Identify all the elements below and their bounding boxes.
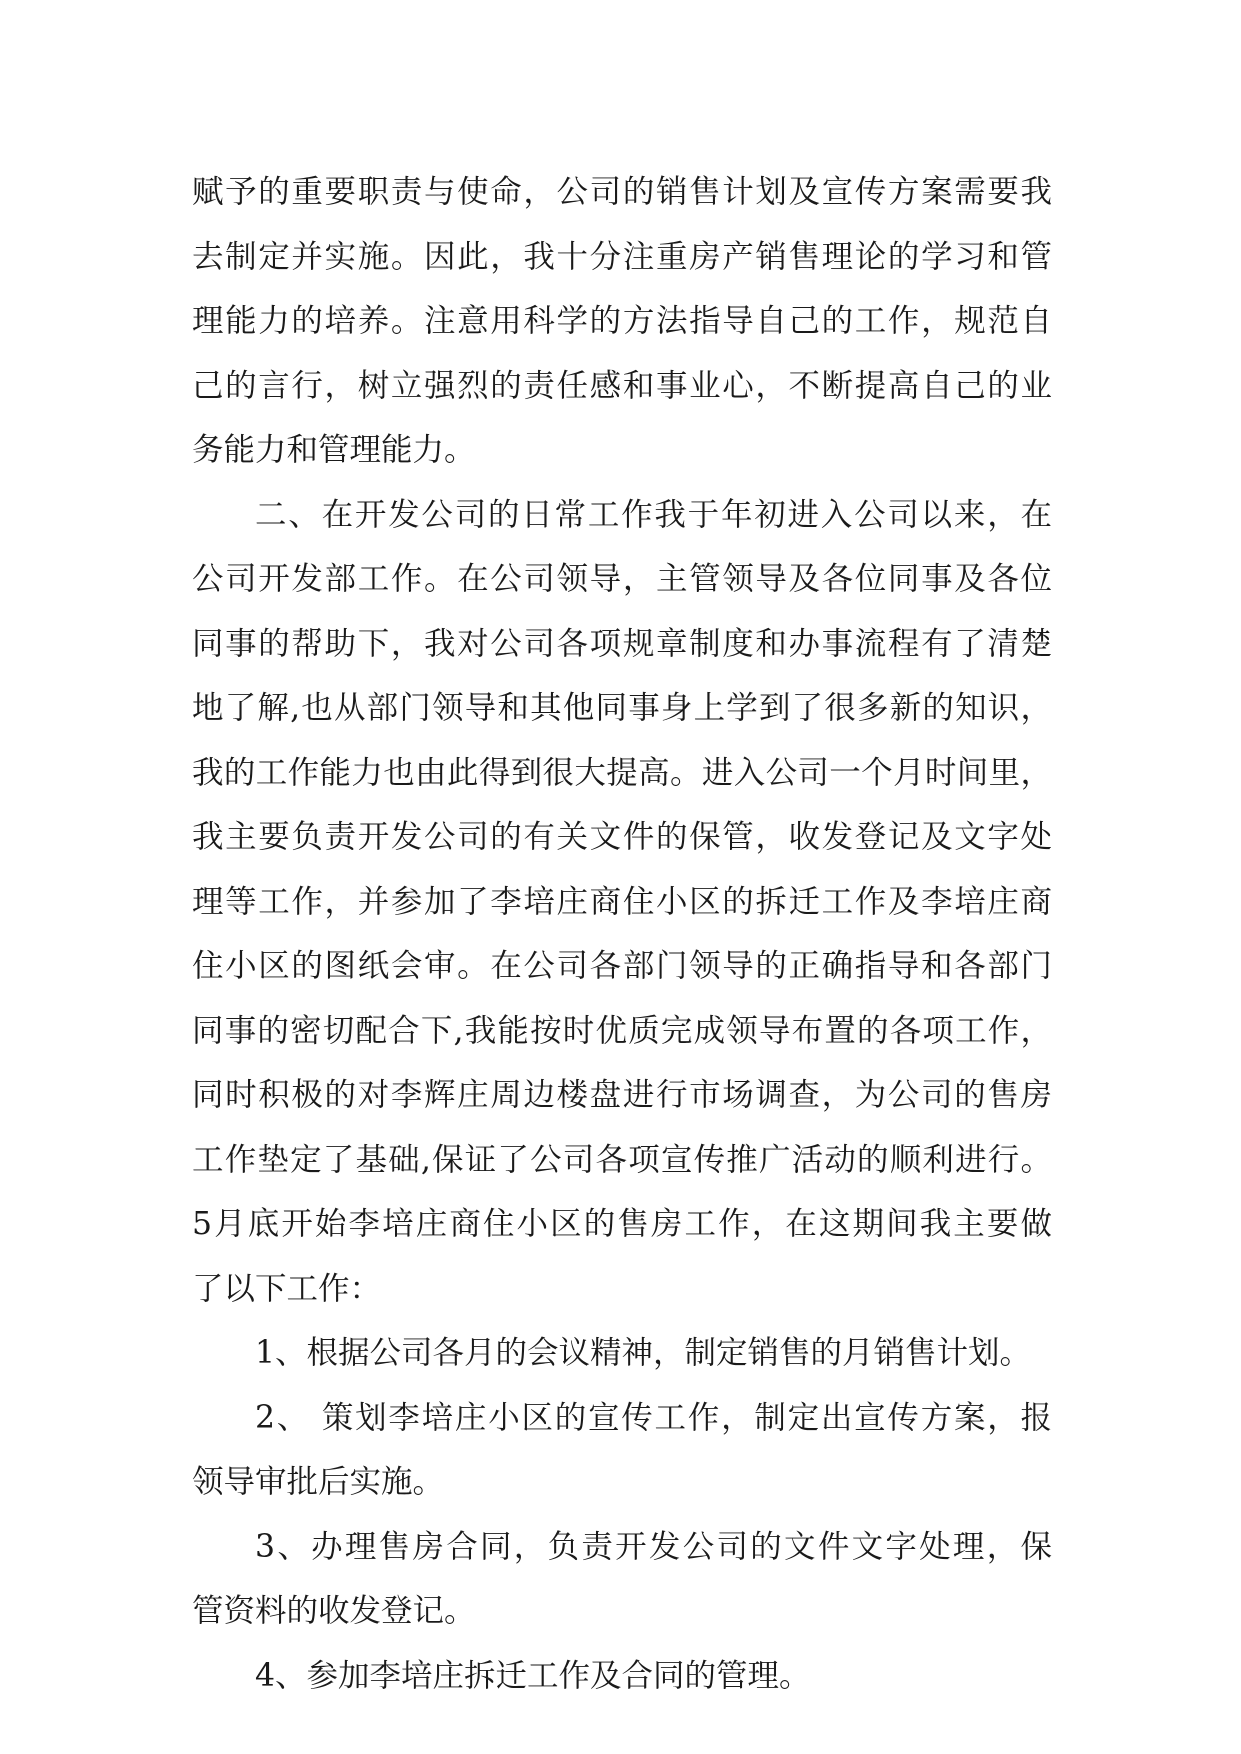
text-line: 己的言行，树立强烈的责任感和事业心，不断提高自己的业	[192, 367, 1052, 404]
text-line: 同事的帮助下，我对公司各项规章制度和办事流程有了清楚	[192, 625, 1052, 662]
paragraph-start-line: 二、在开发公司的日常工作我于年初进入公司以来，在	[255, 496, 1052, 533]
text-line: 赋予的重要职责与使命，公司的销售计划及宣传方案需要我	[192, 174, 1052, 210]
list-item-1: 1、根据公司各月的会议精神，制定销售的月销售计划。	[255, 1335, 1032, 1371]
text-line: 住小区的图纸会审。在公司各部门领导的正确指导和各部门	[192, 948, 1052, 984]
text-line: 工作垫定了基础,保证了公司各项宣传推广活动的顺利进行。	[192, 1141, 1052, 1178]
list-item-3-continuation: 管资料的收发登记。	[192, 1593, 476, 1629]
text-line: 5月底开始李培庄商住小区的售房工作，在这期间我主要做	[192, 1206, 1052, 1242]
text-line: 了以下工作：	[192, 1270, 382, 1307]
list-item-2: 2、 策划李培庄小区的宣传工作，制定出宣传方案，报	[255, 1399, 1052, 1436]
text-line: 公司开发部工作。在公司领导，主管领导及各位同事及各位	[192, 561, 1052, 597]
text-line: 同事的密切配合下,我能按时优质完成领导布置的各项工作，	[192, 1012, 1052, 1049]
text-line: 去制定并实施。因此，我十分注重房产销售理论的学习和管	[192, 238, 1052, 275]
text-line: 地了解,也从部门领导和其他同事身上学到了很多新的知识，	[192, 690, 1052, 726]
text-line: 理等工作，并参加了李培庄商住小区的拆迁工作及李培庄商	[192, 883, 1052, 920]
text-line: 同时积极的对李辉庄周边楼盘进行市场调查，为公司的售房	[192, 1077, 1052, 1113]
document-body	[192, 160, 1052, 1708]
text-line: 务能力和管理能力。	[192, 432, 476, 468]
text-line: 我的工作能力也由此得到很大提高。进入公司一个月时间里，	[192, 754, 1052, 791]
text-line: 理能力的培养。注意用科学的方法指导自己的工作，规范自	[192, 303, 1052, 339]
text-line: 我主要负责开发公司的有关文件的保管，收发登记及文字处	[192, 819, 1052, 855]
list-item-2-continuation: 领导审批后实施。	[192, 1464, 445, 1500]
list-item-4: 4、参加李培庄拆迁工作及合同的管理。	[255, 1657, 811, 1694]
list-item-3: 3、办理售房合同，负责开发公司的文件文字处理，保	[255, 1528, 1052, 1565]
